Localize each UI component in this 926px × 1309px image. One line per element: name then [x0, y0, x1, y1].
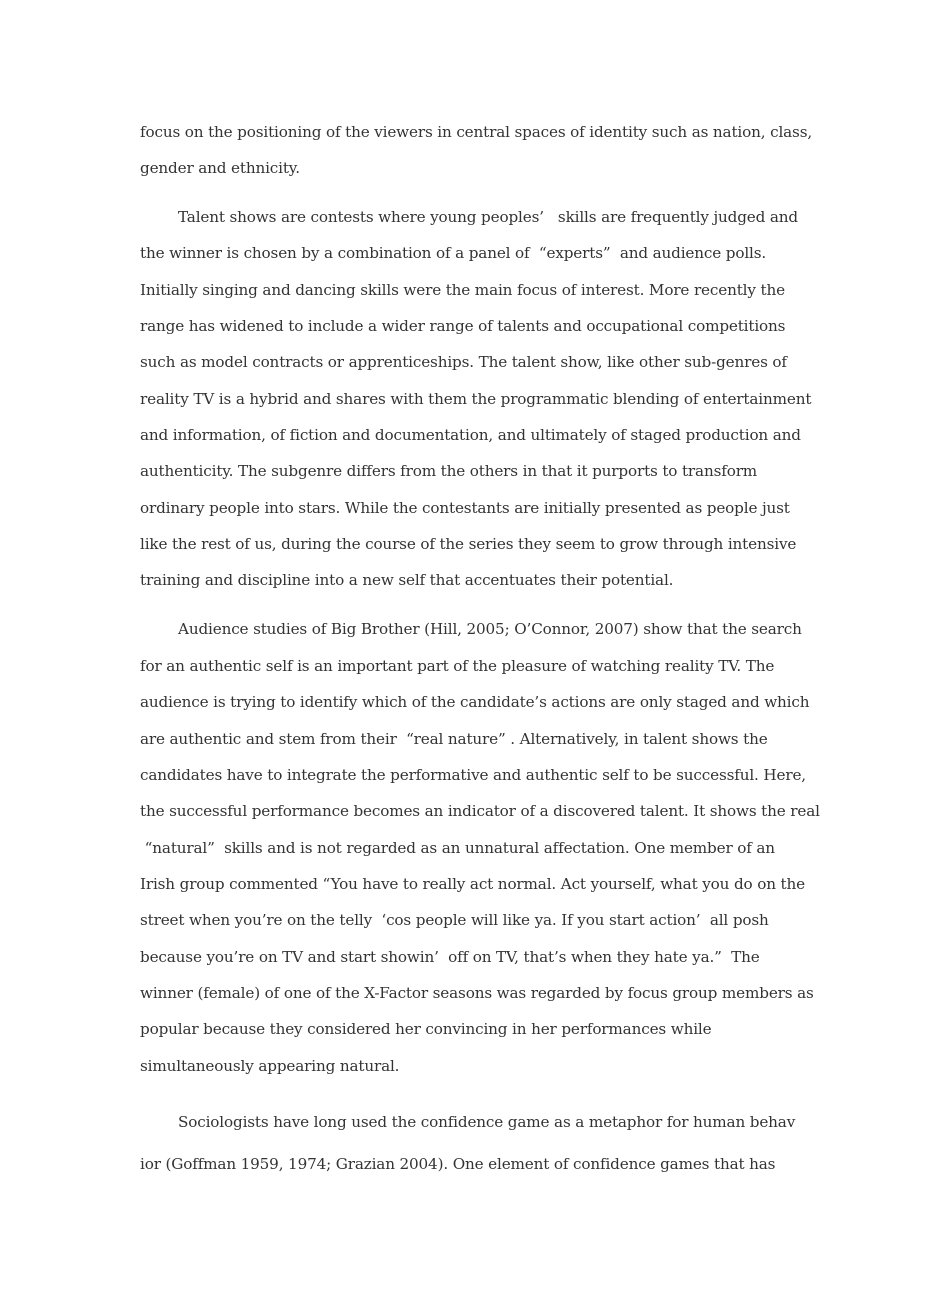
paragraph-1-line-2: gender and ethnicity. [140, 159, 300, 177]
paragraph-3-line-1: Audience studies of Big Brother (Hill, 2005; O’Connor, 2007) show that the search [178, 620, 802, 638]
paragraph-2-line-11: training and discipline into a new self that accentuates their potential. [140, 571, 674, 589]
paragraph-2-line-6: reality TV is a hybrid and shares with them the programmatic blending of entertainment [140, 390, 812, 408]
paragraph-3-line-2: for an authentic self is an important part of the pleasure of watching reality TV. The [140, 657, 775, 675]
paragraph-3-line-10: because you’re on TV and start showin’ off on TV, that’s when they hate ya.” The [140, 948, 760, 966]
paragraph-3-line-11: winner (female) of one of the X-Factor seasons was regarded by focus group members as [140, 984, 814, 1002]
paragraph-3-line-12: popular because they considered her convincing in her performances while [140, 1020, 712, 1038]
paragraph-2-line-7: and information, of fiction and documentation, and ultimately of staged production and [140, 426, 801, 444]
paragraph-2-line-5: such as model contracts or apprenticeships. The talent show, like other sub-genres of [140, 353, 787, 371]
paragraph-3-line-8: Irish group commented “You have to really act normal. Act yourself, what you do on the [140, 875, 805, 893]
paragraph-3-line-4: are authentic and stem from their “real nature” . Alternatively, in talent shows the [140, 730, 768, 748]
paragraph-3-line-9: street when you’re on the telly ‘cos people will like ya. If you start action’ all posh [140, 911, 769, 929]
paragraph-2-line-3: Initially singing and dancing skills were the main focus of interest. More recently the [140, 281, 785, 299]
paragraph-2-line-2: the winner is chosen by a combination of a panel of “experts” and audience polls. [140, 244, 767, 262]
paragraph-2-line-9: ordinary people into stars. While the contestants are initially presented as people just [140, 499, 790, 517]
paragraph-4-line-1: Sociologists have long used the confidence game as a metaphor for human behav [178, 1113, 796, 1131]
paragraph-2-line-8: authenticity. The subgenre differs from the others in that it purports to transform [140, 462, 758, 480]
paragraph-3-line-7: “natural” skills and is not regarded as an unnatural affectation. One member of an [140, 839, 775, 857]
paragraph-2-line-4: range has widened to include a wider range of talents and occupational competitions [140, 317, 786, 335]
paragraph-1-line-1: focus on the positioning of the viewers in central spaces of identity such as nation, class, [140, 123, 813, 141]
paragraph-3-line-6: the successful performance becomes an indicator of a discovered talent. It shows the real [140, 802, 820, 820]
paragraph-2-line-10: like the rest of us, during the course of the series they seem to grow through intensive [140, 535, 797, 553]
paragraph-3-line-13: simultaneously appearing natural. [140, 1057, 400, 1075]
paragraph-4-line-2: ior (Goffman 1959, 1974; Grazian 2004). One element of confidence games that has [140, 1155, 776, 1173]
paragraph-2-line-1: Talent shows are contests where young peoples’ skills are frequently judged and [178, 208, 798, 226]
paragraph-3-line-3: audience is trying to identify which of the candidate’s actions are only staged and which [140, 693, 810, 711]
paragraph-3-line-5: candidates have to integrate the performative and authentic self to be successful. Here, [140, 766, 806, 784]
